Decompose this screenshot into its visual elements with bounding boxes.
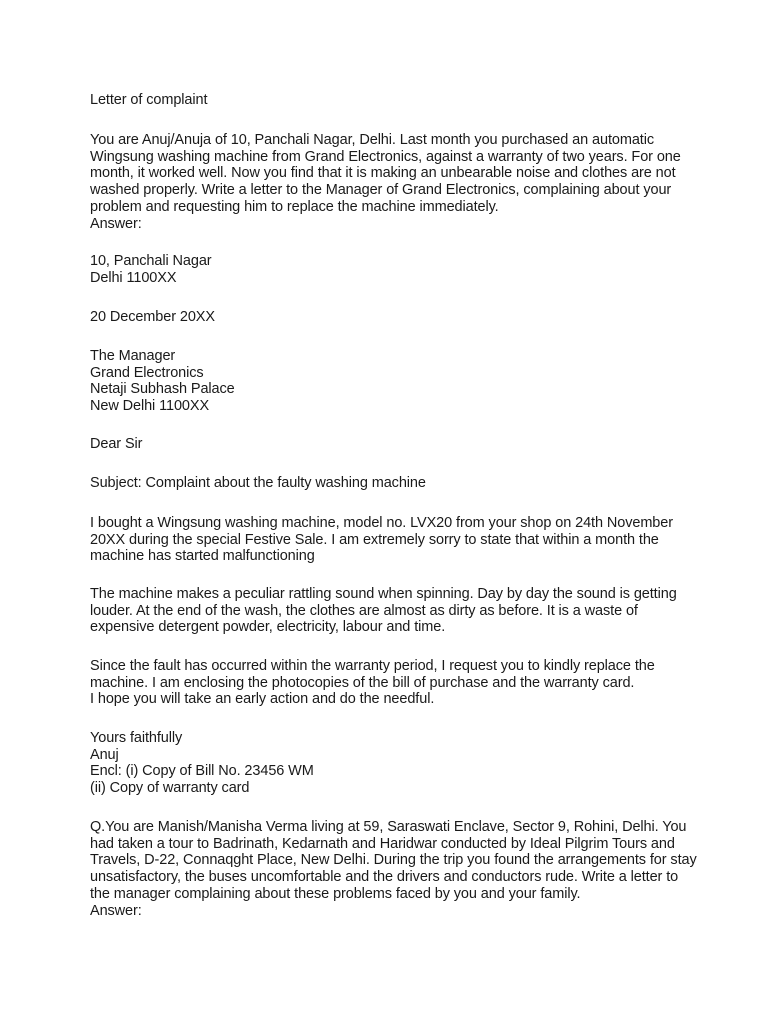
sender-address [90, 253, 690, 286]
paragraph-line: I hope you will take an early action and do the needful. [90, 691, 435, 708]
enclosure-line: (ii) Copy of warranty card [90, 780, 250, 797]
paragraph-line: louder. At the end of the wash, the clothes are almost as dirty as before. It is a waste of [90, 602, 638, 619]
paragraph-line: The machine makes a peculiar rattling sound when spinning. Day by day the sound is getting [90, 586, 677, 602]
signature-name: Anuj [90, 746, 119, 763]
salutation-line: Dear Sir [90, 436, 143, 452]
subject [90, 475, 690, 492]
question-1-line: Wingsung washing machine from Grand Electronics, against a warranty of two years. For one [90, 148, 681, 165]
date-line: 20 December 20XX [90, 309, 215, 325]
question-1-line: month, it worked well. Now you find that it is making an unbearable noise and clothes are not [90, 165, 676, 182]
recipient-address-line: New Delhi 1100XX [90, 398, 210, 415]
paragraph-line: expensive detergent powder, electricity, labour and time. [90, 619, 446, 636]
answer-label: Answer: [90, 902, 142, 919]
question-2-line: Travels, D-22, Connaqght Place, New Delhi. During the trip you found the arrangements for stay [90, 852, 697, 869]
question-1-line: washed properly. Write a letter to the Manager of Grand Electronics, complaining about your [90, 182, 672, 199]
recipient-address [90, 348, 690, 415]
body-paragraph-3 [90, 658, 690, 708]
letter-date [90, 309, 690, 326]
question-2 [90, 819, 697, 919]
paragraph-line: Since the fault has occurred within the warranty period, I request you to kindly replace the [90, 658, 655, 674]
question-1-line: You are Anuj/Anuja of 10, Panchali Nagar, Delhi. Last month you purchased an automatic [90, 132, 654, 148]
question-2-line: unsatisfactory, the buses uncomfortable and the drivers and conductors rude. Write a letter to [90, 869, 679, 886]
salutation [90, 436, 690, 453]
recipient-address-line: The Manager [90, 348, 176, 364]
paragraph-line: I bought a Wingsung washing machine, model no. LVX20 from your shop on 24th November [90, 515, 673, 531]
subject-line: Subject: Complaint about the faulty washing machine [90, 475, 426, 491]
recipient-address-line: Grand Electronics [90, 364, 204, 381]
question-2-line: had taken a tour to Badrinath, Kedarnath and Haridwar conducted by Ideal Pilgrim Tours and [90, 835, 675, 852]
question-1-line: problem and requesting him to replace the machine immediately. [90, 198, 499, 215]
sender-address-line: Delhi 1100XX [90, 269, 177, 286]
title-line: Letter of complaint [90, 92, 208, 108]
question-1 [90, 132, 690, 232]
question-2-line: Q.You are Manish/Manisha Verma living at 59, Saraswati Enclave, Sector 9, Rohini, Delhi. You [90, 819, 687, 835]
body-paragraph-2 [90, 586, 690, 636]
recipient-address-line: Netaji Subhash Palace [90, 381, 235, 398]
paragraph-line: 20XX during the special Festive Sale. I am extremely sorry to state that within a month the [90, 531, 659, 548]
enclosure-line: Encl: (i) Copy of Bill No. 23456 WM [90, 763, 314, 780]
paragraph-line: machine. I am enclosing the photocopies of the bill of purchase and the warranty card. [90, 674, 635, 691]
body-paragraph-1 [90, 515, 690, 565]
closing-line: Yours faithfully [90, 730, 183, 746]
document-title [90, 92, 690, 109]
paragraph-line: machine has started malfunctioning [90, 548, 315, 565]
letter-closing [90, 730, 690, 797]
sender-address-line: 10, Panchali Nagar [90, 253, 212, 269]
question-2-line: the manager complaining about these problems faced by you and your family. [90, 885, 581, 902]
answer-label: Answer: [90, 215, 142, 232]
